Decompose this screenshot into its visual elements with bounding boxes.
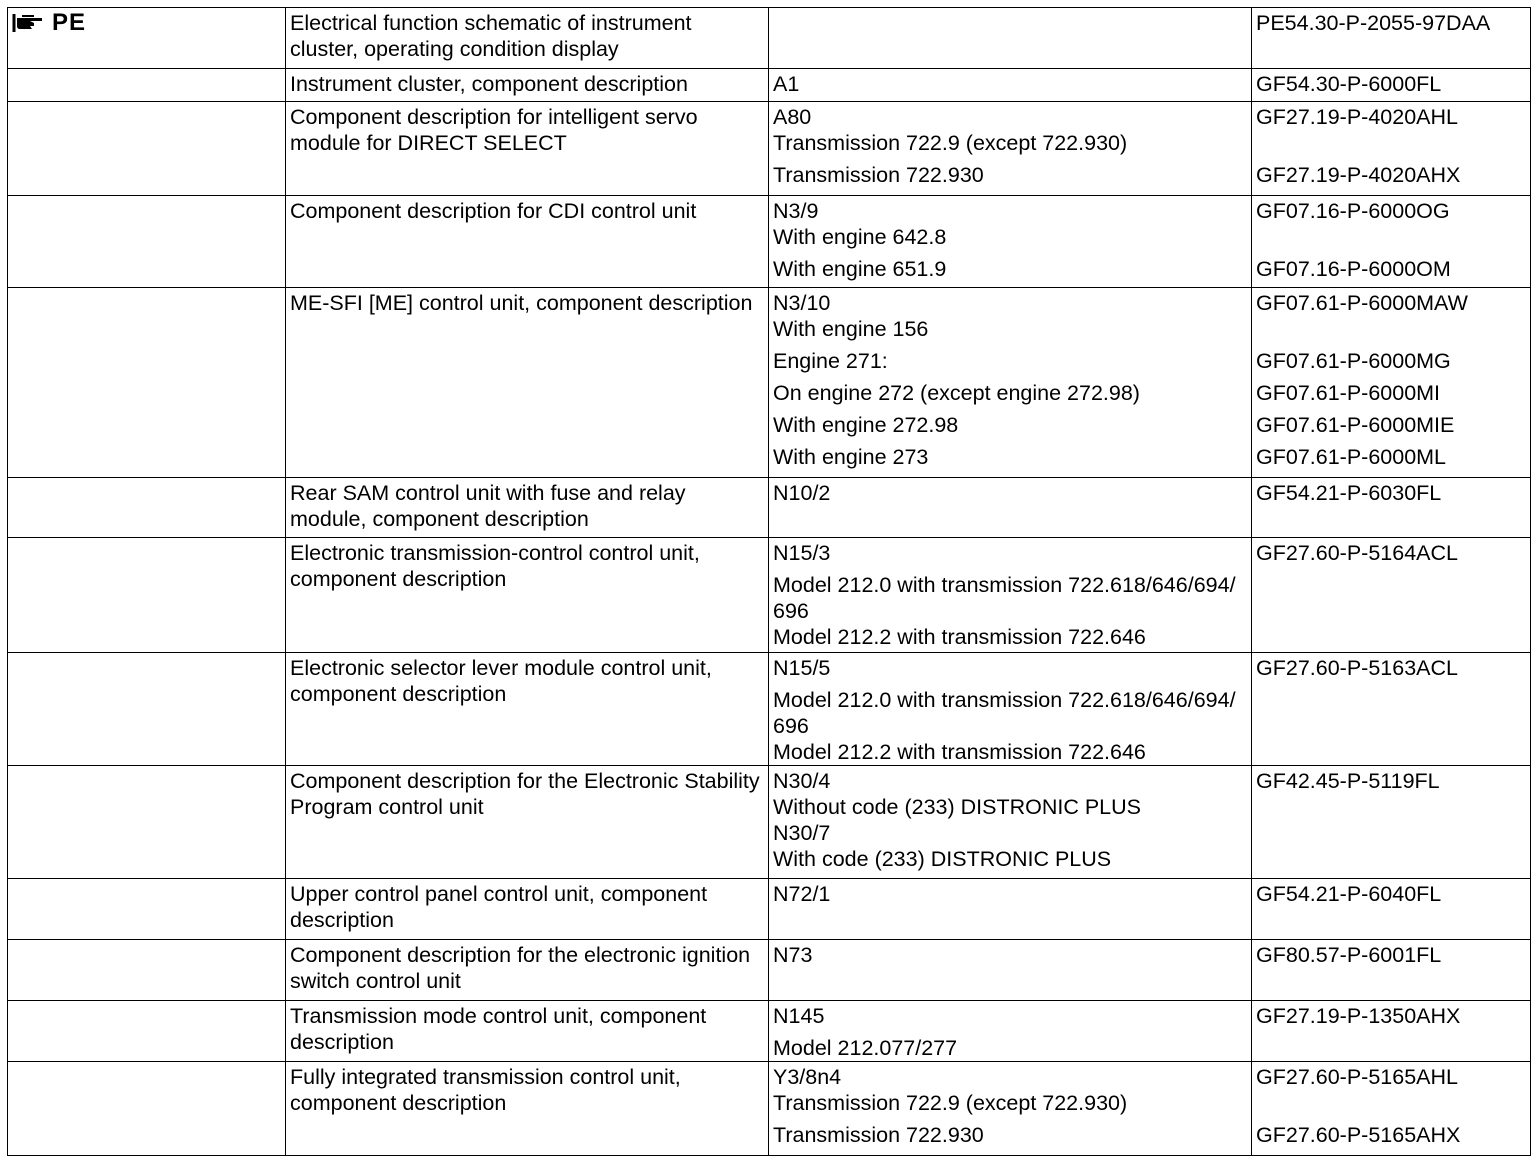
component-line: N15/3	[773, 541, 831, 565]
document-reference: GF07.16-P-6000OM	[1256, 257, 1451, 281]
component-cell	[769, 1062, 1252, 1156]
document-reference: GF07.16-P-6000OG	[1256, 199, 1450, 223]
table-row	[8, 766, 1531, 879]
description-cell: Electrical function schematic of instrument cluster, operating condition display	[286, 8, 769, 69]
component-cell	[769, 69, 1252, 102]
reference-cell	[1252, 766, 1531, 879]
marker-cell	[8, 288, 286, 478]
reference-cell	[1252, 69, 1531, 102]
marker-cell	[8, 879, 286, 940]
reference-cell	[1252, 653, 1531, 766]
pointing-hand-icon	[12, 12, 48, 34]
document-reference	[1256, 130, 1526, 156]
component-line: With engine 642.8	[773, 225, 947, 249]
reference-table	[7, 7, 1531, 1156]
pe-label: PE	[52, 9, 87, 36]
document-reference: GF27.19-P-4020AHX	[1256, 163, 1461, 187]
table-row	[8, 538, 1531, 653]
component-line: N15/5	[773, 656, 831, 680]
description-cell: Component description for the electronic ignition switch control unit	[286, 940, 769, 1001]
description-cell: Component description for CDI control unit	[286, 196, 769, 288]
document-reference: GF80.57-P-6001FL	[1256, 943, 1442, 967]
document-reference: PE54.30-P-2055-97DAA	[1256, 11, 1491, 35]
table-row	[8, 1062, 1531, 1156]
component-line: Model 212.0 with transmission 722.618/646/694/ 696	[773, 688, 1236, 738]
document-reference: GF07.61-P-6000MIE	[1256, 413, 1455, 437]
description-cell: Electronic selector lever module control unit, component description	[286, 653, 769, 766]
marker-cell	[8, 102, 286, 196]
component-line: With engine 651.9	[773, 257, 947, 281]
reference-cell	[1252, 879, 1531, 940]
document-reference: GF07.61-P-6000MI	[1256, 381, 1441, 405]
marker-cell	[8, 1062, 286, 1156]
component-line: N3/10	[773, 291, 831, 315]
document-reference: GF54.21-P-6040FL	[1256, 882, 1442, 906]
component-line: With engine 156	[773, 317, 929, 341]
document-reference: GF54.21-P-6030FL	[1256, 481, 1442, 505]
reference-cell	[1252, 478, 1531, 538]
document-reference: GF27.60-P-5164ACL	[1256, 541, 1458, 565]
component-cell	[769, 196, 1252, 288]
component-line: A80	[773, 105, 812, 129]
document-reference	[1256, 316, 1526, 342]
document-reference: GF27.60-P-5165AHL	[1256, 1065, 1458, 1089]
reference-cell	[1252, 1001, 1531, 1062]
component-line: N30/4	[773, 769, 831, 793]
component-cell	[769, 288, 1252, 478]
document-reference: GF27.60-P-5165AHX	[1256, 1123, 1461, 1147]
component-line: On engine 272 (except engine 272.98)	[773, 381, 1140, 405]
component-line: Y3/8n4	[773, 1065, 842, 1089]
component-line: A1	[773, 72, 800, 96]
reference-cell	[1252, 196, 1531, 288]
component-cell	[769, 653, 1252, 766]
component-cell	[769, 102, 1252, 196]
component-cell	[769, 940, 1252, 1001]
document-reference: GF27.60-P-5163ACL	[1256, 656, 1458, 680]
document-reference: GF07.61-P-6000MAW	[1256, 291, 1468, 315]
component-line: Model 212.077/277	[773, 1036, 958, 1060]
marker-cell	[8, 766, 286, 879]
document-reference: GF07.61-P-6000ML	[1256, 445, 1447, 469]
marker-cell	[8, 653, 286, 766]
reference-cell	[1252, 102, 1531, 196]
document-reference: GF54.30-P-6000FL	[1256, 72, 1442, 96]
document-reference: GF42.45-P-5119FL	[1256, 769, 1440, 793]
description-cell: Component description for intelligent servo module for DIRECT SELECT	[286, 102, 769, 196]
table-row	[8, 1001, 1531, 1062]
marker-cell	[8, 1001, 286, 1062]
marker-cell	[8, 940, 286, 1001]
description-cell: Transmission mode control unit, component description	[286, 1001, 769, 1062]
reference-cell	[1252, 8, 1531, 69]
table-row	[8, 288, 1531, 478]
description-cell: Upper control panel control unit, component description	[286, 879, 769, 940]
component-line: N3/9	[773, 199, 819, 223]
reference-cell	[1252, 288, 1531, 478]
component-line: N30/7	[773, 821, 831, 845]
document-reference: GF07.61-P-6000MG	[1256, 349, 1451, 373]
description-cell: Instrument cluster, component description	[286, 69, 769, 102]
component-line: Transmission 722.9 (except 722.930)	[773, 1091, 1128, 1115]
document-reference	[1256, 224, 1526, 250]
description-cell: ME-SFI [ME] control unit, component description	[286, 288, 769, 478]
component-line: Model 212.2 with transmission 722.646	[773, 625, 1146, 649]
marker-cell	[8, 8, 286, 69]
component-cell	[769, 538, 1252, 653]
description-cell: Rear SAM control unit with fuse and relay module, component description	[286, 478, 769, 538]
document-reference	[1256, 1090, 1526, 1116]
marker-cell	[8, 478, 286, 538]
component-line: Engine 271:	[773, 349, 888, 373]
component-line: Model 212.2 with transmission 722.646	[773, 740, 1146, 764]
component-line: N10/2	[773, 481, 831, 505]
marker-cell	[8, 69, 286, 102]
component-cell	[769, 478, 1252, 538]
component-line: With engine 273	[773, 445, 929, 469]
table-row	[8, 478, 1531, 538]
component-line: Transmission 722.930	[773, 163, 984, 187]
component-cell	[769, 879, 1252, 940]
table-row	[8, 196, 1531, 288]
component-line: Transmission 722.930	[773, 1123, 984, 1147]
component-line: N73	[773, 943, 813, 967]
reference-cell	[1252, 538, 1531, 653]
component-line: With code (233) DISTRONIC PLUS	[773, 847, 1112, 871]
component-line: With engine 272.98	[773, 413, 959, 437]
component-line: Without code (233) DISTRONIC PLUS	[773, 795, 1142, 819]
table-row	[8, 653, 1531, 766]
reference-cell	[1252, 1062, 1531, 1156]
component-cell	[769, 1001, 1252, 1062]
marker-cell	[8, 538, 286, 653]
table-row	[8, 8, 1531, 69]
component-line: N145	[773, 1004, 825, 1028]
description-cell: Fully integrated transmission control unit, component description	[286, 1062, 769, 1156]
component-cell	[769, 8, 1252, 69]
component-line: Transmission 722.9 (except 722.930)	[773, 131, 1128, 155]
table-row	[8, 940, 1531, 1001]
component-line: N72/1	[773, 882, 831, 906]
pe-badge	[12, 10, 281, 36]
description-cell: Component description for the Electronic Stability Program control unit	[286, 766, 769, 879]
reference-cell	[1252, 940, 1531, 1001]
document-reference: GF27.19-P-1350AHX	[1256, 1004, 1461, 1028]
table-row	[8, 69, 1531, 102]
document-reference: GF27.19-P-4020AHL	[1256, 105, 1458, 129]
description-cell: Electronic transmission-control control unit, component description	[286, 538, 769, 653]
component-cell	[769, 766, 1252, 879]
marker-cell	[8, 196, 286, 288]
table-row	[8, 102, 1531, 196]
table-row	[8, 879, 1531, 940]
component-line: Model 212.0 with transmission 722.618/646/694/ 696	[773, 573, 1236, 623]
